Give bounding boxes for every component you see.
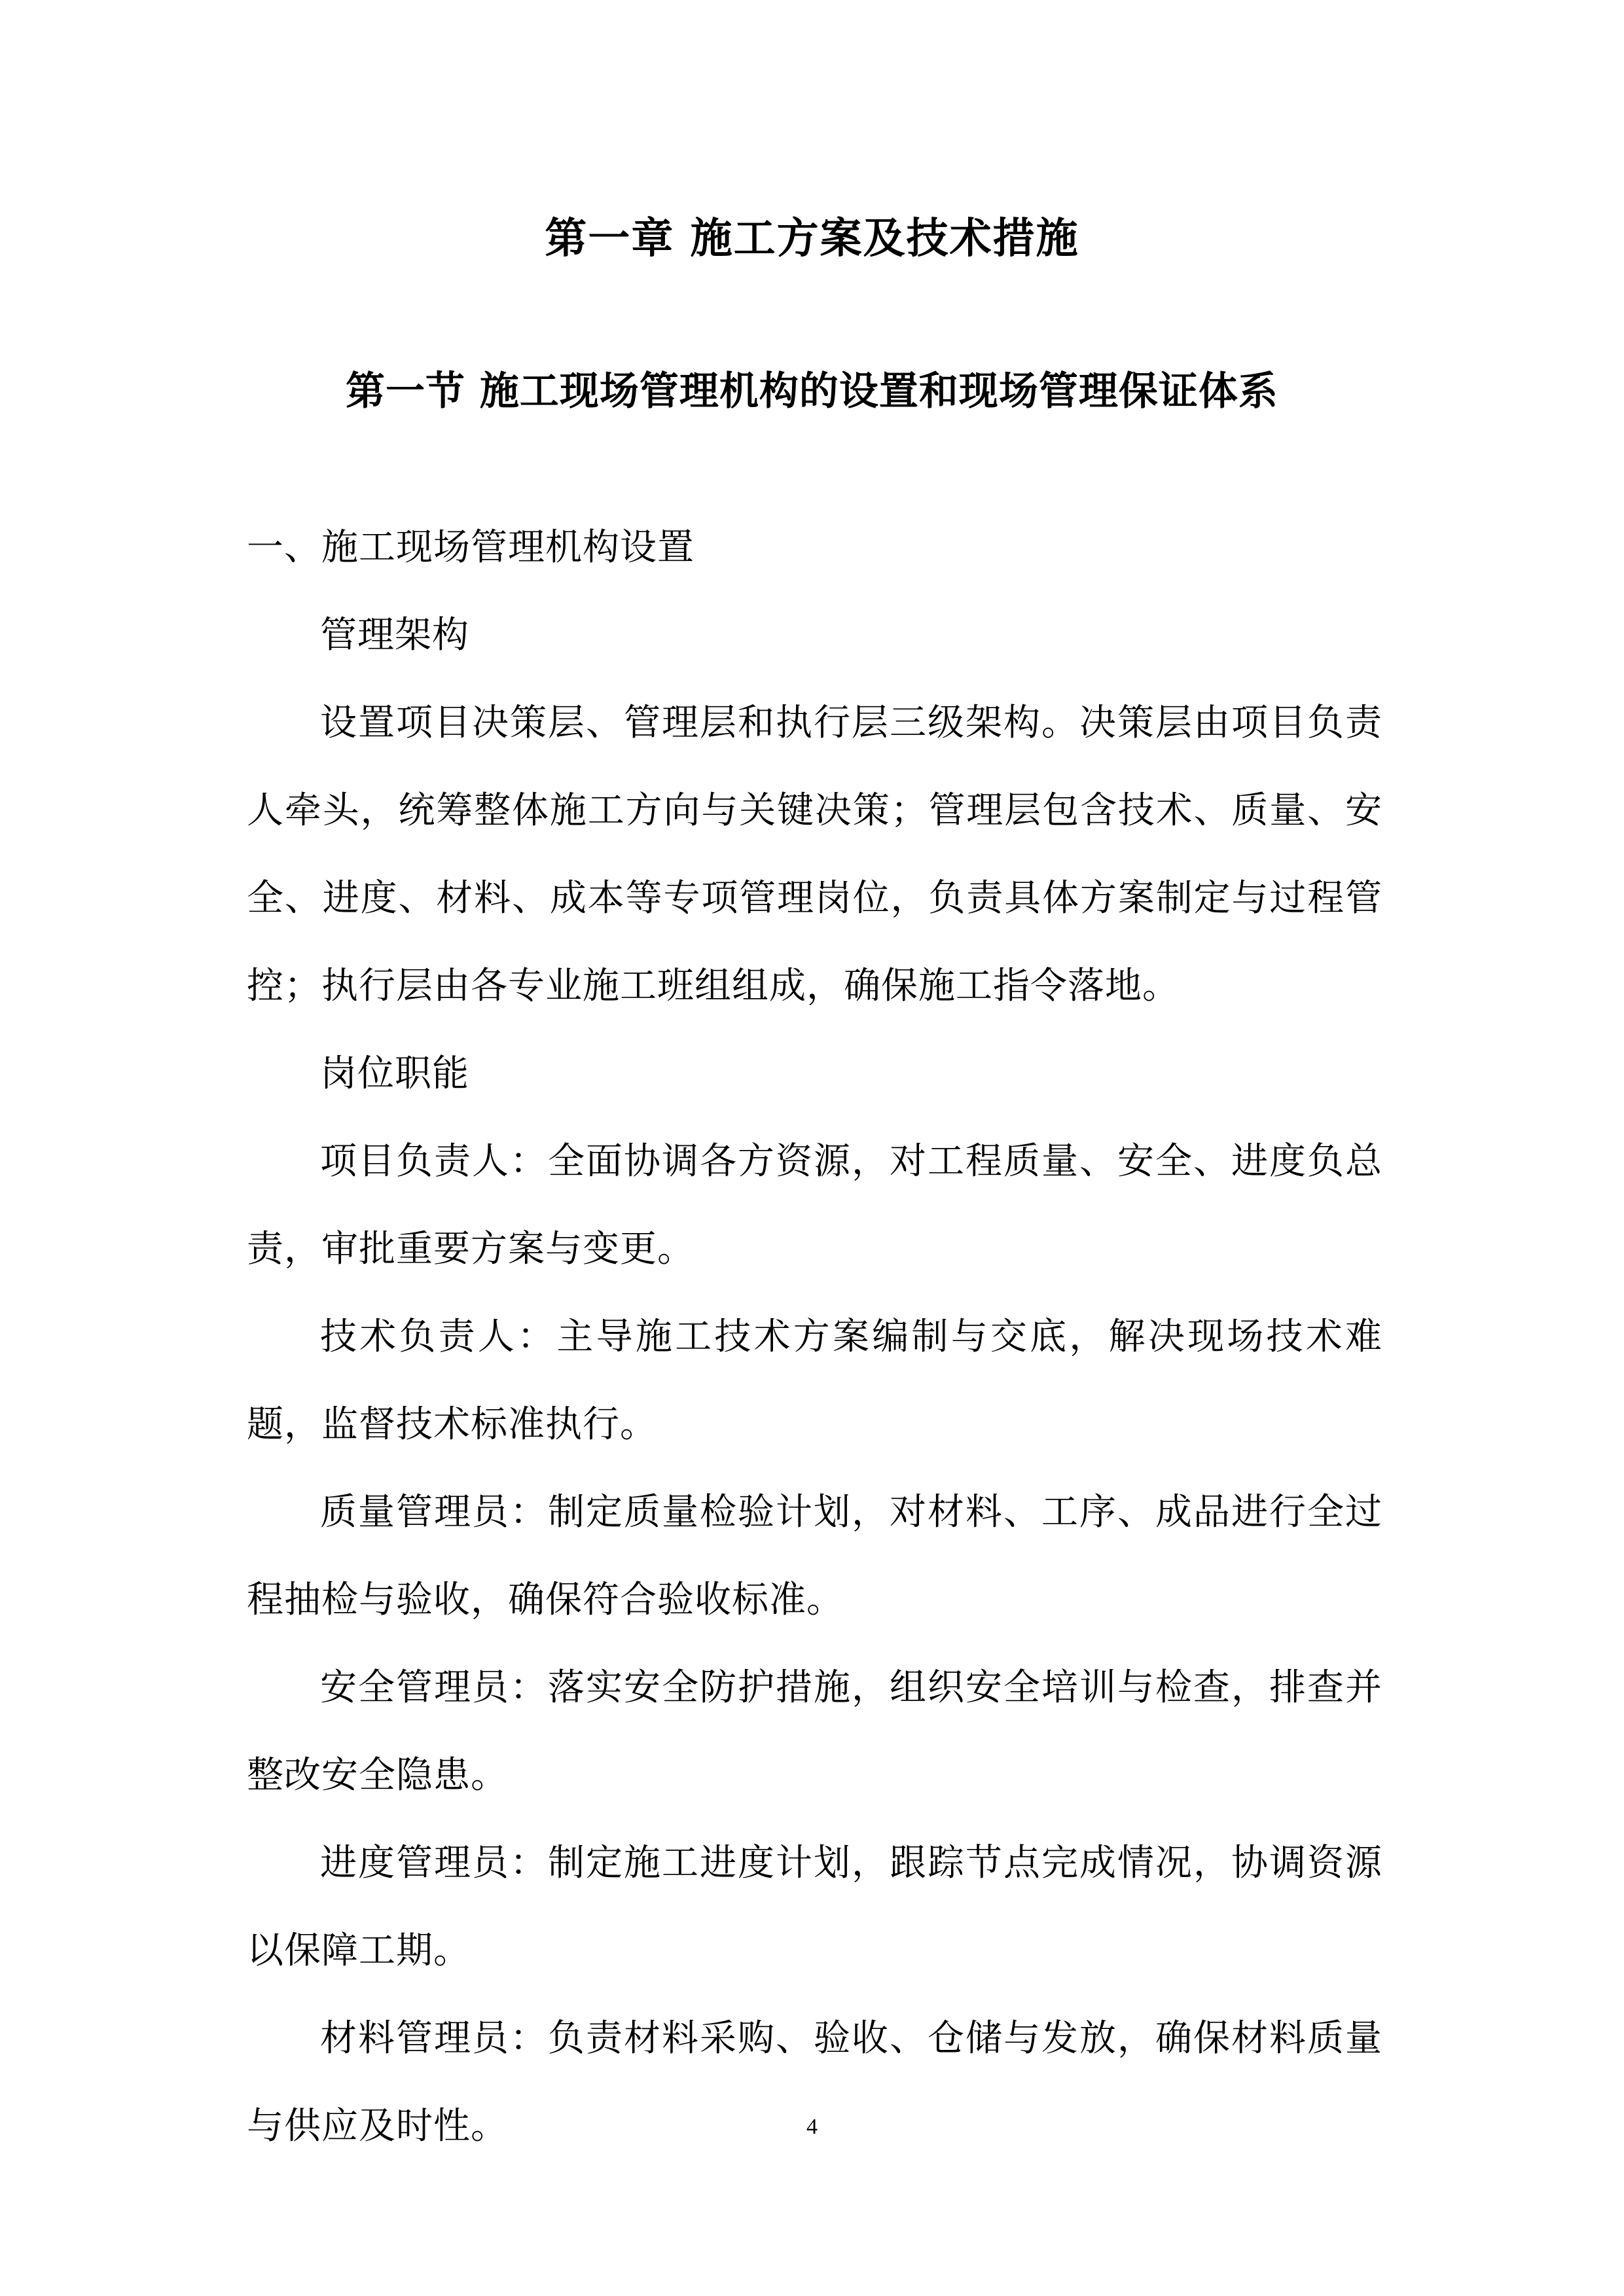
paragraph-structure: 设置项目决策层、管理层和执行层三级架构。决策层由项目负责人牵头，统筹整体施工方向与关键决策；管理层包含技术、质量、安全、进度、材料、成本等专项管理岗位，负责具体方案制定与过程管控；执行层由各专业施工班组组成，确保施工指令落地。 [247,702,1382,1007]
section-title: 第一节 施工现场管理机构的设置和现场管理保证体系 [346,368,1278,414]
heading-management-setup: 一、施工现场管理机构设置 [247,526,695,569]
chapter-title: 第一章 施工方案及技术措施 [545,214,1079,263]
body-text [247,504,1382,2170]
duty-schedule-manager: 进度管理员：制定施工进度计划，跟踪节点完成情况，协调资源以保障工期。 [247,1842,1382,1972]
duty-technical-leader: 技术负责人：主导施工技术方案编制与交底，解决现场技术难题，监督技术标准执行。 [247,1316,1382,1446]
duty-quality-manager: 质量管理员：制定质量检验计划，对材料、工序、成品进行全过程抽检与验收，确保符合验收标准。 [247,1491,1382,1621]
duty-safety-manager: 安全管理员：落实安全防护措施，组织安全培训与检查，排查并整改安全隐患。 [247,1666,1382,1797]
duty-project-leader: 项目负责人：全面协调各方资源，对工程质量、安全、进度负总责，审批重要方案与变更。 [247,1140,1382,1270]
page-number: 4 [806,2115,818,2139]
duty-material-manager: 材料管理员：负责材料采购、验收、仓储与发放，确保材料质量与供应及时性。 [247,2017,1382,2147]
subheading-structure: 管理架构 [320,614,469,656]
subheading-duties: 岗位职能 [320,1052,469,1095]
